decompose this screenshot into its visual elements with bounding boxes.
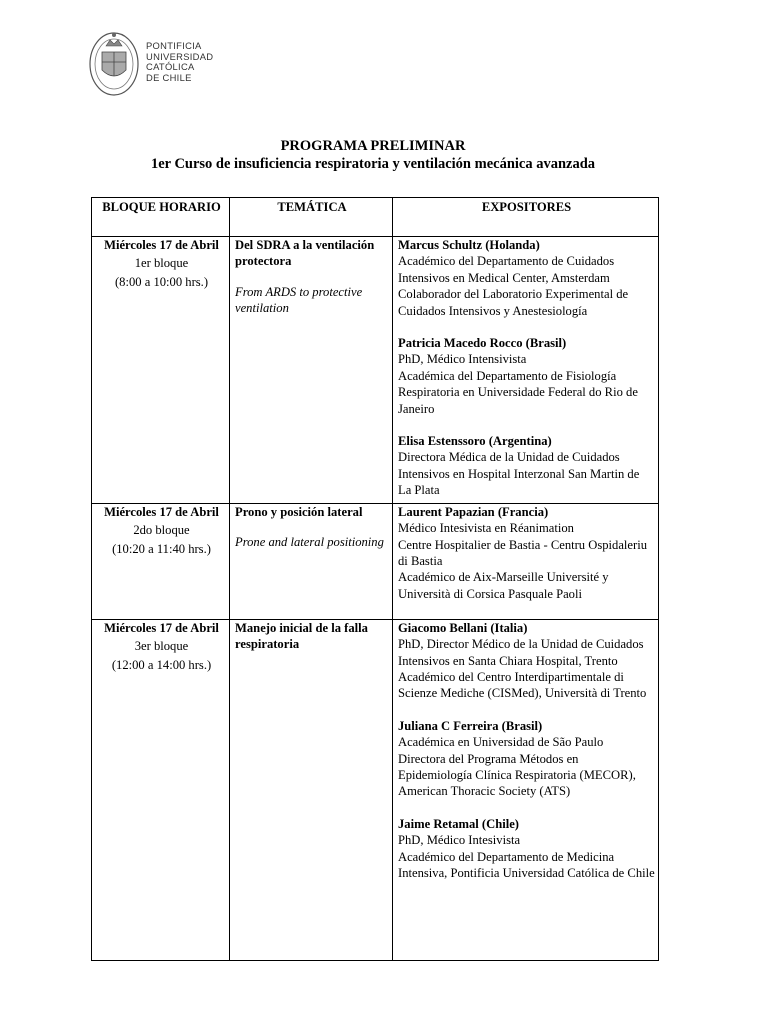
speakers-cell	[393, 237, 659, 504]
speaker	[398, 816, 655, 882]
speaker-name: Jaime Retamal (Chile)	[398, 816, 520, 831]
topic-cell	[230, 237, 393, 504]
speaker-bio: Directora del Programa Métodos en Epidemiología Clínica Respiratoria (MECOR), American Thoracic Society (ATS)	[398, 751, 636, 799]
speaker	[398, 433, 655, 499]
speaker-bio: Académica en Universidad de São Paulo	[398, 735, 604, 750]
speaker-bio: PhD, Director Médico de la Unidad de Cuidados Intensivos en Santa Chiara Hospital, Trento	[398, 637, 644, 668]
university-seal-icon	[88, 26, 140, 98]
topic-title: Prono y posición lateral	[235, 504, 363, 519]
header-block: BLOQUE HORARIO	[92, 198, 230, 237]
speaker-name: Juliana C Ferreira (Brasil)	[398, 718, 543, 733]
speaker-bio: Académica del Departamento de Fisiología Respiratoria en Universidade Federal do Rio de Janeiro	[398, 368, 638, 416]
time-block-cell	[92, 503, 230, 619]
block-label: 2do bloque	[133, 523, 190, 538]
block-time: (10:20 a 11:40 hrs.)	[112, 541, 211, 556]
speaker-bio: PhD, Médico Intensivista	[398, 352, 527, 367]
page-subtitle: 1er Curso de insuficiencia respiratoria y ventilación mecánica avanzada	[150, 156, 596, 172]
topic-english: Prone and lateral positioning	[235, 535, 384, 550]
speaker-bio: Académico del Departamento de Medicina Intensiva, Pontificia Universidad Católica de Chile	[398, 849, 655, 880]
speakers-cell	[393, 503, 659, 619]
block-day: Miércoles 17 de Abril	[104, 504, 219, 519]
speaker-bio: Directora Médica de la Unidad de Cuidados Intensivos en Hospital Interzonal San Martin de La Plata	[398, 450, 640, 498]
speaker-name: Laurent Papazian (Francia)	[398, 504, 549, 519]
table-header-row	[92, 198, 659, 237]
speaker-bio: Académico del Departamento de Cuidados Intensivos en Medical Center, Amsterdam	[398, 254, 615, 285]
table-row	[92, 237, 659, 504]
university-logo	[88, 26, 218, 98]
speaker-name: Elisa Estenssoro (Argentina)	[398, 434, 552, 449]
speaker-name: Giacomo Bellani (Italia)	[398, 620, 528, 635]
header-topic: TEMÁTICA	[230, 198, 393, 237]
speaker-bio: Académico del Centro Interdipartimentale di Scienze Mediche (CISMed), Università di Trento	[398, 669, 647, 701]
table-row	[92, 503, 659, 619]
topic-cell	[230, 503, 393, 619]
speaker-name: Patricia Macedo Rocco (Brasil)	[398, 336, 567, 351]
speaker-name: Marcus Schultz (Holanda)	[398, 238, 540, 252]
topic-title: Del SDRA a la ventilación protectora	[235, 238, 375, 269]
speaker-bio: Colaborador del Laboratorio Experimental de Cuidados Intensivos y Anestesiología	[398, 287, 629, 318]
program-table	[91, 197, 659, 961]
topic-title: Manejo inicial de la falla respiratoria	[235, 620, 368, 652]
block-day: Miércoles 17 de Abril	[104, 238, 219, 252]
speaker	[398, 237, 655, 319]
time-block-cell	[92, 237, 230, 504]
table-row	[92, 619, 659, 960]
block-time: (8:00 a 10:00 hrs.)	[114, 274, 209, 289]
speaker-bio: PhD, Médico Intesivista	[398, 833, 521, 848]
block-label: 3er bloque	[134, 639, 189, 654]
speaker	[398, 335, 655, 417]
topic-cell	[230, 619, 393, 960]
speaker-bio: Académico de Aix-Marseille Université y Università di Corsica Pasquale Paoli	[398, 570, 609, 601]
block-time: (12:00 a 14:00 hrs.)	[111, 657, 212, 672]
page-title: PROGRAMA PRELIMINAR	[280, 138, 466, 154]
block-label: 1er bloque	[134, 256, 189, 271]
speaker	[398, 504, 655, 602]
header-speakers: EXPOSITORES	[393, 198, 659, 237]
speaker-bio: Centre Hospitalier de Bastia - Centru Ospidaleriu di Bastia	[398, 537, 648, 568]
block-day: Miércoles 17 de Abril	[104, 620, 219, 635]
speaker	[398, 718, 655, 800]
topic-english: From ARDS to protective ventilation	[235, 284, 363, 316]
speaker	[398, 620, 655, 702]
speakers-cell	[393, 619, 659, 960]
time-block-cell	[92, 619, 230, 960]
speaker-bio: Médico Intesivista en Réanimation	[398, 521, 574, 536]
university-name: PONTIFICIA UNIVERSIDAD CATÓLICA DE CHILE	[146, 40, 214, 83]
